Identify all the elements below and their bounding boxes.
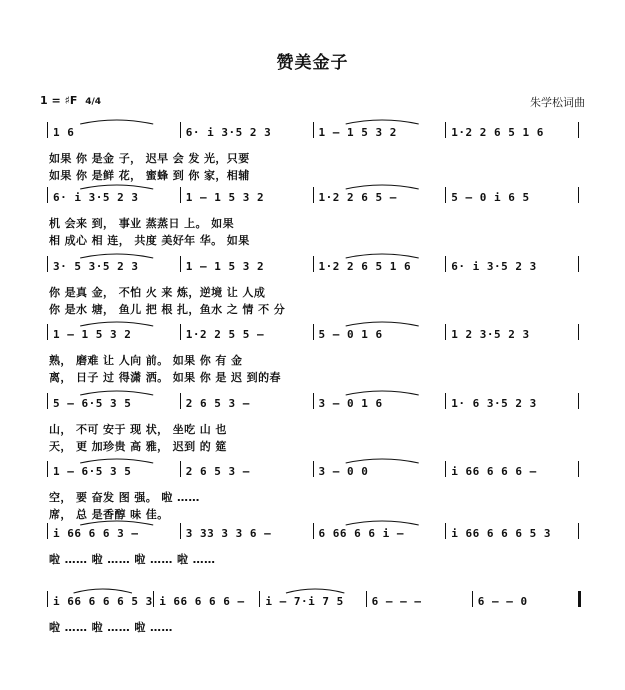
measure-notes: 3 – 0 1 6 <box>318 397 383 410</box>
barline <box>445 523 446 539</box>
measure-notes: 2 6 5 3 – <box>185 397 250 410</box>
measure-notes: i 66 6 6 6 5 3 <box>53 595 153 608</box>
barline <box>47 393 48 409</box>
measure-notes: 2 6 5 3 – <box>185 465 250 478</box>
measure-notes: 3 – 0 0 <box>318 465 369 478</box>
barline <box>445 461 446 477</box>
score-system <box>0 254 625 324</box>
measure-notes: 1 – 6·5 3 5 <box>53 465 132 478</box>
barline <box>366 591 367 607</box>
barline <box>47 461 48 477</box>
key-signature: 1 = ♯F <box>40 94 78 107</box>
measure-notes: 6 – – 0 <box>477 595 528 608</box>
score-system <box>0 521 625 591</box>
score-system <box>0 391 625 461</box>
measure-notes: 1 – 1 5 3 2 <box>185 260 265 273</box>
lyric-line: 山， 不可 安于 现 状， 坐吃 山 也 <box>49 423 227 436</box>
measure-notes: 3 33 3 3 6 – <box>185 527 272 540</box>
lyric-line: 啦 …… 啦 …… 啦 …… 啦 …… <box>49 553 216 566</box>
barline <box>180 256 181 272</box>
barline <box>313 523 314 539</box>
measure-notes: i 66 6 6 6 5 3 <box>451 527 551 540</box>
measure-notes: 5 – 0 1 6 <box>318 328 383 341</box>
barline <box>180 324 181 340</box>
lyric-line: 你 是真 金， 不怕 火 来 炼，逆境 让 人成 <box>49 286 266 299</box>
barline <box>313 461 314 477</box>
barline <box>180 187 181 203</box>
barline <box>578 393 579 409</box>
barline <box>472 591 473 607</box>
measure-notes: i 66 6 6 6 – <box>159 595 245 608</box>
barline <box>313 122 314 138</box>
lyric-line: 啦 …… 啦 …… 啦 …… <box>49 621 173 634</box>
barline <box>313 256 314 272</box>
lyric-line: 如果 你 是金 子， 迟早 会 发 光，只要 <box>49 152 250 165</box>
barline <box>180 523 181 539</box>
measure-notes: i 66 6 6 6 – <box>451 465 537 478</box>
barline <box>578 122 579 138</box>
measure-notes: 6· i 3·5 2 3 <box>185 126 272 139</box>
measure-notes: 1 – 1 5 3 2 <box>53 328 132 341</box>
barline <box>47 523 48 539</box>
barline <box>313 187 314 203</box>
barline <box>578 187 579 203</box>
measure-notes: 1·2 2 6 5 1 6 <box>451 126 544 139</box>
lyric-line: 你 是水 塘， 鱼儿 把 根 扎，鱼水 之 情 不 分 <box>49 303 286 316</box>
lyric-line: 空， 要 奋发 图 强。 啦 …… <box>49 491 200 504</box>
barline <box>578 523 579 539</box>
measure-notes: 6 66 6 6 i – <box>318 527 404 540</box>
lyric-line: 熟， 磨难 让 人向 前。 如果 你 有 金 <box>49 354 243 367</box>
score-system <box>0 185 625 255</box>
measure-notes: 5 – 6·5 3 5 <box>53 397 132 410</box>
measure-notes: 1·2 2 6 5 – <box>318 191 397 204</box>
barline <box>47 122 48 138</box>
time-signature: 4/4 <box>85 97 102 107</box>
measure-notes: i – 7·i 7 5 <box>265 595 344 608</box>
barline <box>47 256 48 272</box>
barline <box>153 591 154 607</box>
measure-notes: 1 6 <box>53 126 75 139</box>
measure-notes: 1 – 1 5 3 2 <box>185 191 265 204</box>
lyric-line: 席， 总 是香醇 味 佳。 <box>49 508 169 521</box>
measure-notes: 1 2 3·5 2 3 <box>451 328 530 341</box>
score-system <box>0 589 625 659</box>
barline <box>445 324 446 340</box>
score-system <box>0 459 625 529</box>
measure-notes: 3· 5 3·5 2 3 <box>53 260 139 273</box>
barline <box>47 591 48 607</box>
lyric-line: 天， 更 加珍贵 高 雅， 迟到 的 筵 <box>49 440 227 453</box>
measure-notes: 1·2 2 6 5 1 6 <box>318 260 412 273</box>
measure-notes: 6· i 3·5 2 3 <box>451 260 537 273</box>
barline <box>180 122 181 138</box>
barline <box>578 324 579 340</box>
barline <box>578 256 579 272</box>
barline <box>445 187 446 203</box>
barline <box>445 256 446 272</box>
measure-notes: 1· 6 3·5 2 3 <box>451 397 537 410</box>
lyric-line: 机 会来 到， 事业 蒸蒸日 上。 如果 <box>49 217 234 230</box>
measure-notes: 6· i 3·5 2 3 <box>53 191 139 204</box>
barline <box>47 187 48 203</box>
barline <box>445 393 446 409</box>
measure-notes: i 66 6 6 3 – <box>53 527 139 540</box>
barline <box>578 461 579 477</box>
lyric-line: 相 成心 相 连， 共度 美好年 华。 如果 <box>49 234 250 247</box>
measure-notes: 6 – – – <box>371 595 422 608</box>
page-title: 赞美金子 <box>276 53 349 73</box>
credit-line: 朱学松词曲 <box>530 96 585 109</box>
barline <box>47 324 48 340</box>
lyric-line: 如果 你 是鲜 花， 蜜蜂 到 你 家，相辅 <box>49 169 250 182</box>
score-system <box>0 322 625 392</box>
barline <box>313 393 314 409</box>
score-system <box>0 120 625 190</box>
measure-notes: 1 – 1 5 3 2 <box>318 126 397 139</box>
barline <box>445 122 446 138</box>
barline <box>180 461 181 477</box>
barline <box>259 591 260 607</box>
barline <box>180 393 181 409</box>
barline <box>578 591 581 607</box>
measure-notes: 1·2 2 5 5 – <box>185 328 265 341</box>
barline <box>313 324 314 340</box>
lyric-line: 离， 日子 过 得潇 洒。 如果 你 是 迟 到的春 <box>49 371 281 384</box>
measure-notes: 5 – 0 i 6 5 <box>451 191 530 204</box>
